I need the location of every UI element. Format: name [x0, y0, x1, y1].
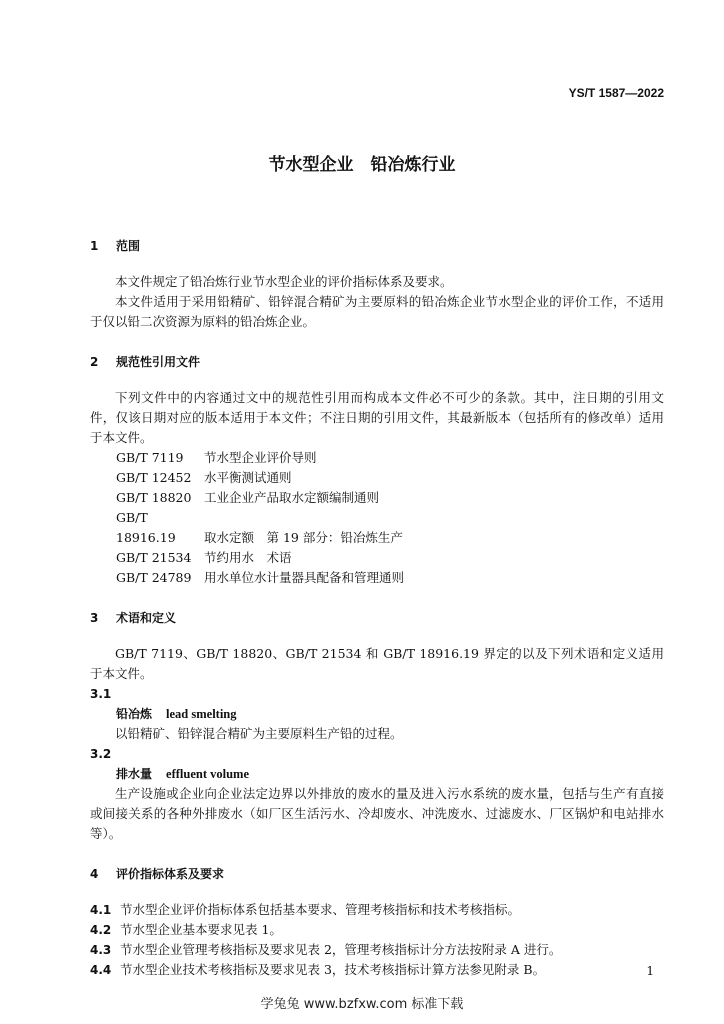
- reference-title: 取水定额 第 19 部分：铅冶炼生产: [204, 530, 403, 545]
- page-title: 节水型企业 铅冶炼行业: [268, 155, 456, 175]
- reference-item: [90, 448, 664, 468]
- reference-item: [90, 468, 664, 488]
- reference-title: 工业企业产品取水定额编制通则: [204, 490, 380, 505]
- reference-code: GB/T 21534: [116, 550, 192, 565]
- section-title: 范围: [116, 239, 141, 253]
- requirement-text: 节水型企业评价指标体系包括基本要求、管理考核指标和技术考核指标。: [120, 902, 521, 917]
- section-number: 1: [90, 239, 99, 253]
- term-definition: 以铅精矿、铅锌混合精矿为主要原料生产铅的过程。: [115, 726, 403, 741]
- section-title: 规范性引用文件: [116, 355, 201, 369]
- term-number: 3.1: [90, 687, 112, 701]
- term-heading: [90, 704, 664, 724]
- term-zh: 铅冶炼: [116, 707, 153, 721]
- paragraph: 本文件适用于采用铅精矿、铅锌混合精矿为主要原料的铅冶炼企业节水型企业的评价工作，不适用于仅以铅二次资源为原料的铅冶炼企业。: [90, 294, 664, 329]
- reference-item: [90, 548, 664, 568]
- section-number: 3: [90, 611, 99, 625]
- section-title: 术语和定义: [116, 611, 177, 625]
- document-body: [90, 236, 664, 980]
- reference-title: 水平衡测试通则: [204, 470, 292, 485]
- requirement-number: 4.1: [90, 903, 112, 917]
- reference-code: GB/T 12452: [116, 470, 192, 485]
- requirement-item: [90, 920, 664, 940]
- section-1-heading: [90, 236, 664, 256]
- reference-item: [90, 488, 664, 508]
- reference-code: GB/T 24789: [116, 570, 192, 585]
- reference-item: [90, 568, 664, 588]
- reference-title: 节水型企业评价导则: [204, 450, 317, 465]
- section-2-heading: [90, 352, 664, 372]
- section-4-heading: [90, 864, 664, 884]
- term-number: 3.2: [90, 747, 112, 761]
- requirement-text: 节水型企业管理考核指标及要求见表 2，管理考核指标计分方法按附录 A 进行。: [120, 942, 562, 957]
- reference-title: 节约用水 术语: [204, 550, 292, 565]
- section-3-heading: [90, 608, 664, 628]
- reference-code: GB/T 18820: [116, 490, 192, 505]
- term-heading: [90, 764, 664, 784]
- reference-title: 用水单位水计量器具配备和管理通则: [204, 570, 405, 585]
- reference-code: GB/T 18916.19: [116, 510, 176, 545]
- requirement-text: 节水型企业技术考核指标及要求见表 3，技术考核指标计算方法参见附录 B。: [120, 962, 546, 977]
- section-title: 评价指标体系及要求: [116, 867, 225, 881]
- requirement-item: [90, 960, 664, 980]
- reference-item: [90, 508, 664, 548]
- footer-watermark[interactable]: 学兔兔 www.bzfxw.com 标准下载: [260, 997, 464, 1012]
- paragraph: 本文件规定了铅冶炼行业节水型企业的评价指标体系及要求。: [115, 274, 453, 289]
- term-definition: 生产设施或企业向企业法定边界以外排放的废水的量及进入污水系统的废水量，包括与生产有直接或间接关系的各种外排废水（如厂区生活污水、冷却废水、冲洗废水、过滤废水、厂区锅炉和电站排水等）。: [90, 786, 664, 841]
- requirement-number: 4.4: [90, 963, 112, 977]
- paragraph: GB/T 7119、GB/T 18820、GB/T 21534 和 GB/T 18916.19 界定的以及下列术语和定义适用于本文件。: [90, 646, 664, 681]
- requirement-number: 4.2: [90, 923, 112, 937]
- page-number: 1: [646, 964, 654, 978]
- requirement-item: [90, 940, 664, 960]
- paragraph: 下列文件中的内容通过文中的规范性引用而构成本文件必不可少的条款。其中，注日期的引用文件，仅该日期对应的版本适用于本文件；不注日期的引用文件，其最新版本（包括所有的修改单）适用于本文件。: [90, 390, 664, 445]
- doc-code: YS/T 1587—2022: [568, 86, 664, 100]
- section-number: 4: [90, 867, 99, 881]
- term-en: effluent volume: [166, 767, 249, 781]
- requirement-item: [90, 900, 664, 920]
- reference-code: GB/T 7119: [116, 450, 184, 465]
- requirement-number: 4.3: [90, 943, 112, 957]
- requirement-text: 节水型企业基本要求见表 1。: [120, 922, 282, 937]
- term-en: lead smelting: [166, 707, 237, 721]
- section-number: 2: [90, 355, 99, 369]
- term-zh: 排水量: [116, 767, 153, 781]
